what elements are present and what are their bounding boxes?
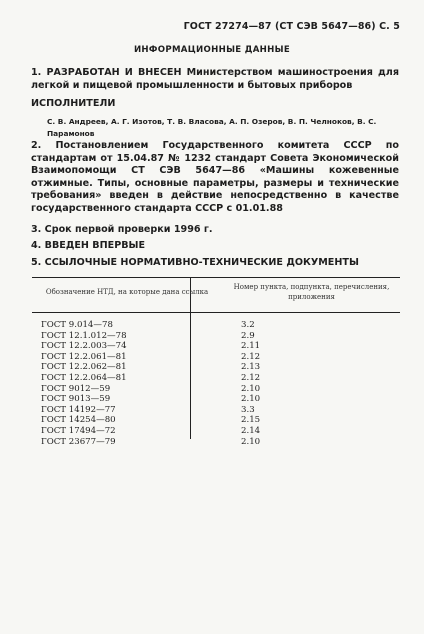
item-2-approval: 2. Постановлением Государственного комитета СССР по стандартам от 15.04.87 № 1232 стандарт Совета Экономической Взаимопомощи СТ СЭВ 5647—86 «Машины кожевенные отжимные. Типы, основные параметры, размеры и технические требования» введен в действие непосредственно в качестве государственного стандарта СССР с 01.01.88: [31, 140, 399, 214]
table-row: [41, 320, 400, 331]
clause-number: 2.9: [241, 330, 255, 341]
table-row: [41, 341, 400, 352]
page-header: ГОСТ 27274—87 (СТ СЭВ 5647—86) С. 5: [183, 21, 400, 32]
clause-number: 2.10: [241, 383, 261, 394]
clause-number: 2.12: [241, 351, 261, 362]
table-header: [32, 277, 400, 313]
executors-heading: ИСПОЛНИТЕЛИ: [31, 98, 116, 109]
document-designation: ГОСТ 9013—59: [41, 394, 111, 405]
item-5-reference-docs: 5. ССЫЛОЧНЫЕ НОРМАТИВНО-ТЕХНИЧЕСКИЕ ДОКУМЕНТЫ: [31, 257, 359, 268]
column-header-clause: Номер пункта, подпункта, перечисления, приложения: [233, 283, 390, 301]
table-body: [41, 320, 400, 447]
document-designation: ГОСТ 12.2.061—81: [41, 351, 127, 362]
document-designation: ГОСТ 12.2.003—74: [41, 341, 127, 352]
document-designation: ГОСТ 14254—80: [41, 415, 116, 426]
document-designation: ГОСТ 12.2.064—81: [41, 372, 127, 383]
table-row: [41, 437, 400, 448]
document-designation: ГОСТ 12.1.012—78: [41, 330, 127, 341]
document-designation: ГОСТ 23677—79: [41, 436, 116, 447]
table-row: [41, 405, 400, 416]
executors-list: С. В. Андреев, А. Г. Изотов, Т. В. Власова, А. П. Озеров, В. П. Челноков, В. С. Парамонов: [47, 117, 377, 138]
item-3-review-date: 3. Срок первой проверки 1996 г.: [31, 224, 213, 235]
document-designation: ГОСТ 9012—59: [41, 383, 111, 394]
table-row: [41, 352, 400, 363]
clause-number: 2.12: [241, 372, 261, 383]
clause-number: 2.10: [241, 394, 261, 405]
clause-number: 2.10: [241, 436, 261, 447]
document-designation: ГОСТ 14192—77: [41, 404, 116, 415]
table-row: [41, 384, 400, 395]
table-row: [41, 415, 400, 426]
clause-number: 2.13: [241, 362, 261, 373]
table-row: [41, 331, 400, 342]
column-header-document: Обозначение НТД, на которые дана ссылка: [45, 288, 209, 296]
clause-number: 2.11: [241, 341, 261, 352]
table-row: [41, 394, 400, 405]
clause-number: 3.3: [241, 404, 255, 415]
item-4-first-introduced: 4. ВВЕДЕН ВПЕРВЫЕ: [31, 240, 146, 251]
table-row: [41, 426, 400, 437]
item-1-developed-by: 1. РАЗРАБОТАН И ВНЕСЕН Министерством машиностроения для легкой и пищевой промышленности и бытовых приборов: [31, 67, 399, 91]
table-row: [41, 362, 400, 373]
clause-number: 3.2: [241, 320, 255, 330]
document-designation: ГОСТ 17494—72: [41, 425, 116, 436]
document-designation: ГОСТ 9.014—78: [41, 320, 113, 330]
clause-number: 2.14: [241, 425, 261, 436]
section-title: ИНФОРМАЦИОННЫЕ ДАННЫЕ: [133, 45, 291, 55]
document-designation: ГОСТ 12.2.062—81: [41, 362, 127, 373]
clause-number: 2.15: [241, 415, 261, 426]
table-row: [41, 373, 400, 384]
